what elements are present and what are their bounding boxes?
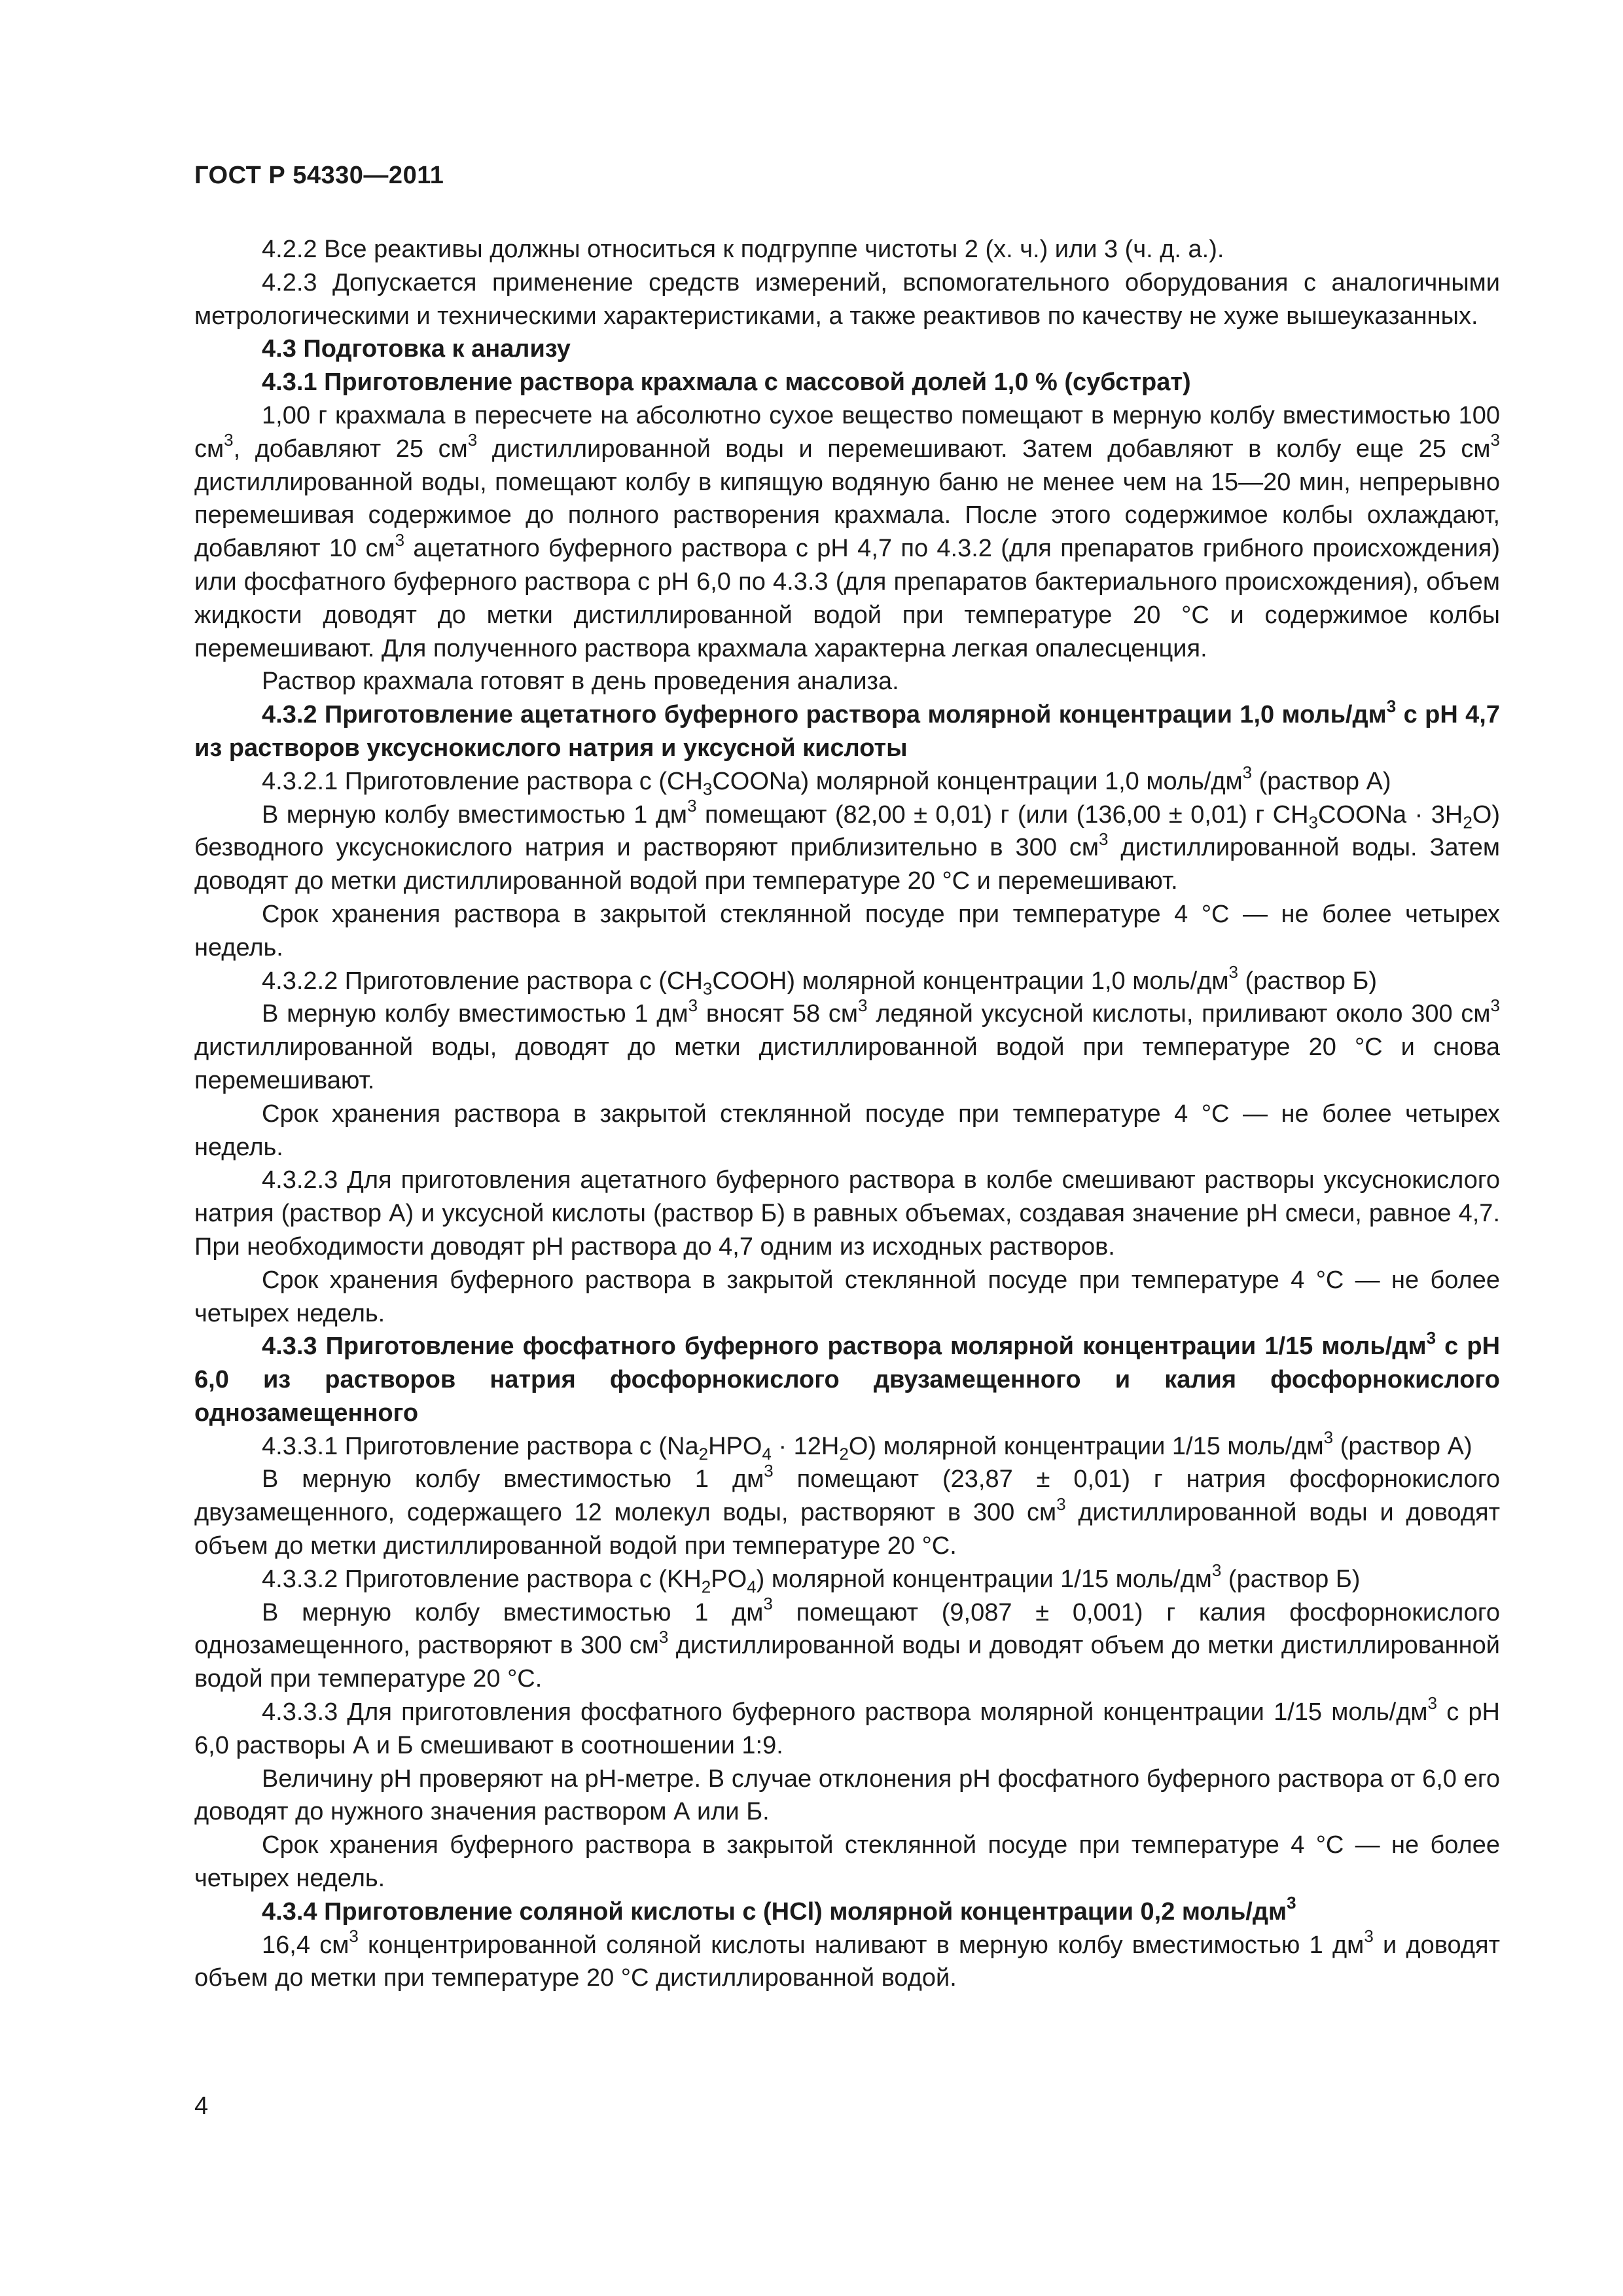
paragraph-4-3-3-2: 4.3.3.2 Приготовление раствора с $(KH_2PO_4)$ молярной концентрации 1/15 моль/$дм^3$ (раствор Б) [262,1560,1361,1597]
paragraph-ph-check: Величину pH проверяют на pH-метре. В случае отклонения pH фосфатного буферного раствора от 6,0 его доводят до нужного значения раствором А или Б. [194,1765,1500,1826]
paragraph-hydrochloric-acid: 16,4 $см^3$ концентрированной соляной кислоты наливают в мерную колбу вместимостью 1 $дм^3$ и доводят объем до метки при температуре 20 °С дистиллированной водой. [194,1926,1500,1992]
paragraph-disodium-phosphate: В мерную колбу вместимостью 1 $дм^3$ помещают (23,87 ± 0,01) г натрия фосфорнокислого двузамещенного, содержащего 12 молекул воды, растворяют в 300 $см^3$ дистиллированной воды и доводят объем до метки дистиллированной водой при температуре 20 °С. [194,1460,1500,1560]
paragraph-sodium-acetate: В мерную колбу вместимостью 1 $дм^3$ помещают (82,00 ± 0,01) г (или (136,00 ± 0,01) г $CH_3COONa \cdot 3H_2O$) безводного уксуснокислого натрия и растворяют приблизительно в 300 $см^3$ дистиллированной воды. Затем доводят до метки дистиллированной водой при температуре 20 °С и перемешивают. [194,795,1500,895]
paragraph-acetic-acid: В мерную колбу вместимостью 1 $дм^3$ вносят 58 $см^3$ ледяной уксусной кислоты, приливают около 300 $см^3$ дистиллированной воды, доводят до метки дистиллированной водой при температуре 20 °С и снова перемешивают. [194,995,1500,1094]
document-body [194,233,1500,1995]
paragraph-storage-phosphate-buffer: Срок хранения буферного раствора в закрытой стеклянной посуде при температуре 4 °С — не более четырех недель. [194,1831,1500,1893]
paragraph-4-3-2-2: 4.3.2.2 Приготовление раствора с $(CH_3COOH)$ молярной концентрации 1,0 моль/$дм^3$ (раствор Б) [262,961,1378,999]
paragraph-potassium-phosphate: В мерную колбу вместимостью 1 $дм^3$ помещают (9,087 ± 0,001) г калия фосфорнокислого однозамещенного, растворяют в 300 $см^3$ дистиллированной воды и доводят объем до метки дистиллированной водой при температуре 20 °С. [194,1594,1500,1693]
paragraph-storage-acetate-buffer: Срок хранения буферного раствора в закрытой стеклянной посуде при температуре 4 °С — не более четырех недель. [194,1266,1500,1327]
paragraph-storage-b: Срок хранения раствора в закрытой стеклянной посуде при температуре 4 °С — не более четырех недель. [194,1100,1500,1161]
paragraph-4-2-2: 4.2.2 Все реактивы должны относиться к подгруппе чистоты 2 (х. ч.) или 3 (ч. д. а.). [262,236,1224,263]
paragraph-4-3-2-1: 4.3.2.1 Приготовление раствора с $(CH_3COONa)$ молярной концентрации 1,0 моль/$дм^3$ (раствор А) [262,762,1391,799]
page-number: 4 [194,2092,209,2120]
paragraph-starch-same-day: Раствор крахмала готовят в день проведения анализа. [262,668,899,696]
paragraph-starch-preparation: 1,00 г крахмала в пересчете на абсолютно сухое вещество помещают в мерную колбу вместимостью 100 $см^3$, добавляют 25 $см^3$ дистиллированной воды и перемешивают. Затем добавляют в колбу еще 25 $см^3$ дистиллированной воды, помещают колбу в кипящую водяную баню не менее чем на 15—20 мин, непрерывно перемешивая содержимое до полного растворения крахмала. После этого содержимое колбы охлаждают, добавляют 10 $см^3$ ацетатного буферного раствора с pH 4,7 по 4.3.2 (для препаратов грибного происхождения) или фосфатного буферного раствора с pH 6,0 по 4.3.3 (для препаратов бактериального происхождения), объем жидкости доводят до метки дистиллированной водой при температуре 20 °С и содержимое колбы перемешивают. Для полученного раствора крахмала характерна легкая опалесценция. [194,401,1501,662]
heading-4-3-3: 4.3.3 Приготовление фосфатного буферного раствора молярной концентрации 1/15 моль/$дм^3$ с pH 6,0 из растворов натрия фосфорнокислого двузамещенного и калия фосфорнокислого однозамещенного [194,1327,1501,1427]
heading-4-3: 4.3 Подготовка к анализу [262,335,571,363]
heading-4-3-1: 4.3.1 Приготовление раствора крахмала с массовой долей 1,0 % (субстрат) [262,368,1191,397]
paragraph-storage-a: Срок хранения раствора в закрытой стеклянной посуде при температуре 4 °С — не более четырех недель. [194,900,1500,961]
paragraph-4-3-3-3: 4.3.3.3 Для приготовления фосфатного буферного раствора молярной концентрации 1/15 моль/$дм^3$ с pH 6,0 растворы А и Б смешивают в соотношении 1:9. [194,1693,1500,1759]
paragraph-4-2-3: 4.2.3 Допускается применение средств измерений, вспомогательного оборудования с аналогичными метрологическими и техническими характеристиками, а также реактивов по качеству не хуже вышеуказанных. [194,268,1500,330]
paragraph-4-3-2-3: 4.3.2.3 Для приготовления ацетатного буферного раствора в колбе смешивают растворы уксуснокислого натрия (раствор А) и уксусной кислоты (раствор Б) в равных объемах, создавая значение pH смеси, равное 4,7. При необходимости доводят pH раствора до 4,7 одним из исходных растворов. [194,1166,1500,1261]
heading-4-3-4: 4.3.4 Приготовление соляной кислоты с (HCl) молярной концентрации 0,2 моль/$дм^3$ [262,1893,1296,1926]
heading-4-3-2: 4.3.2 Приготовление ацетатного буферного раствора молярной концентрации 1,0 моль/$дм^3$ с pH 4,7 из растворов уксуснокислого натрия и уксусной кислоты [194,696,1500,762]
paragraph-4-3-3-1: 4.3.3.1 Приготовление раствора с $(Na_2HPO_4 \cdot 12H_2O)$ молярной концентрации 1/15 моль/$дм^3$ (раствор А) [262,1427,1472,1464]
page-header-doc-id: ГОСТ Р 54330—2011 [194,162,444,189]
